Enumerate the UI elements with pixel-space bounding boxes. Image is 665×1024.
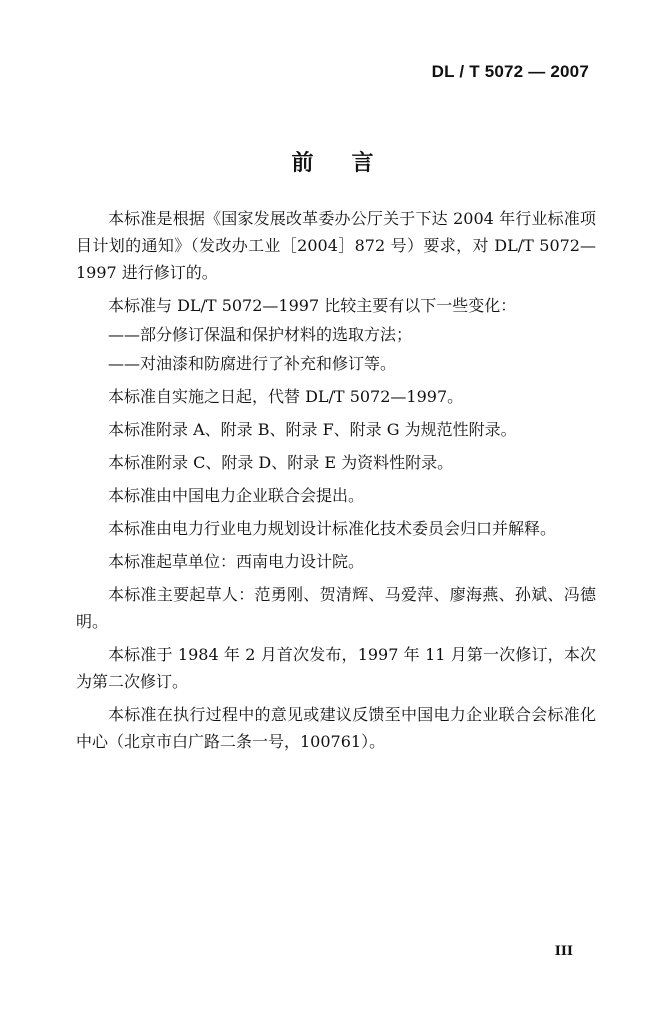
paragraph-normative-annexes: 本标准附录 A、附录 B、附录 F、附录 G 为规范性附录。	[108, 420, 517, 439]
paragraph-informative-annexes: 本标准附录 C、附录 D、附录 E 为资料性附录。	[108, 453, 454, 472]
paragraph-change-1: ——部分修订保温和保护材料的选取方法；	[108, 325, 413, 344]
paragraph-replaces: 本标准自实施之日起，代替 DL/T 5072—1997。	[108, 387, 464, 406]
page-title: 前言	[291, 151, 412, 176]
paragraph-proposer: 本标准由中国电力企业联合会提出。	[108, 486, 365, 505]
paragraph-drafting-unit: 本标准起草单位：西南电力设计院。	[108, 552, 365, 571]
paragraph-change-2: ——对油漆和防腐进行了补充和修订等。	[108, 354, 397, 373]
paragraph-basis: 本标准是根据《国家发展改革委办公厅关于下达 2004 年行业标准项目计划的通知》（发改办工业［2004］872 号）要求，对 DL/T 5072—1997 进行修订的。	[76, 209, 596, 282]
paragraph-drafters: 本标准主要起草人：范勇刚、贺清辉、马爱萍、廖海燕、孙斌、冯德明。	[76, 585, 596, 631]
standard-code: DL / T 5072 — 2007	[431, 62, 589, 81]
paragraph-history: 本标准于 1984 年 2 月首次发布，1997 年 11 月第一次修订，本次为第二次修订。	[76, 645, 596, 691]
foreword-body	[76, 205, 596, 761]
paragraph-administrator: 本标准由电力行业电力规划设计标准化技术委员会归口并解释。	[108, 519, 557, 538]
paragraph-feedback: 本标准在执行过程中的意见或建议反馈至中国电力企业联合会标准化中心（北京市白广路二条一号，100761）。	[76, 705, 596, 751]
paragraph-changes-intro: 本标准与 DL/T 5072—1997 比较主要有以下一些变化：	[108, 296, 517, 315]
page-number: III	[554, 944, 573, 959]
